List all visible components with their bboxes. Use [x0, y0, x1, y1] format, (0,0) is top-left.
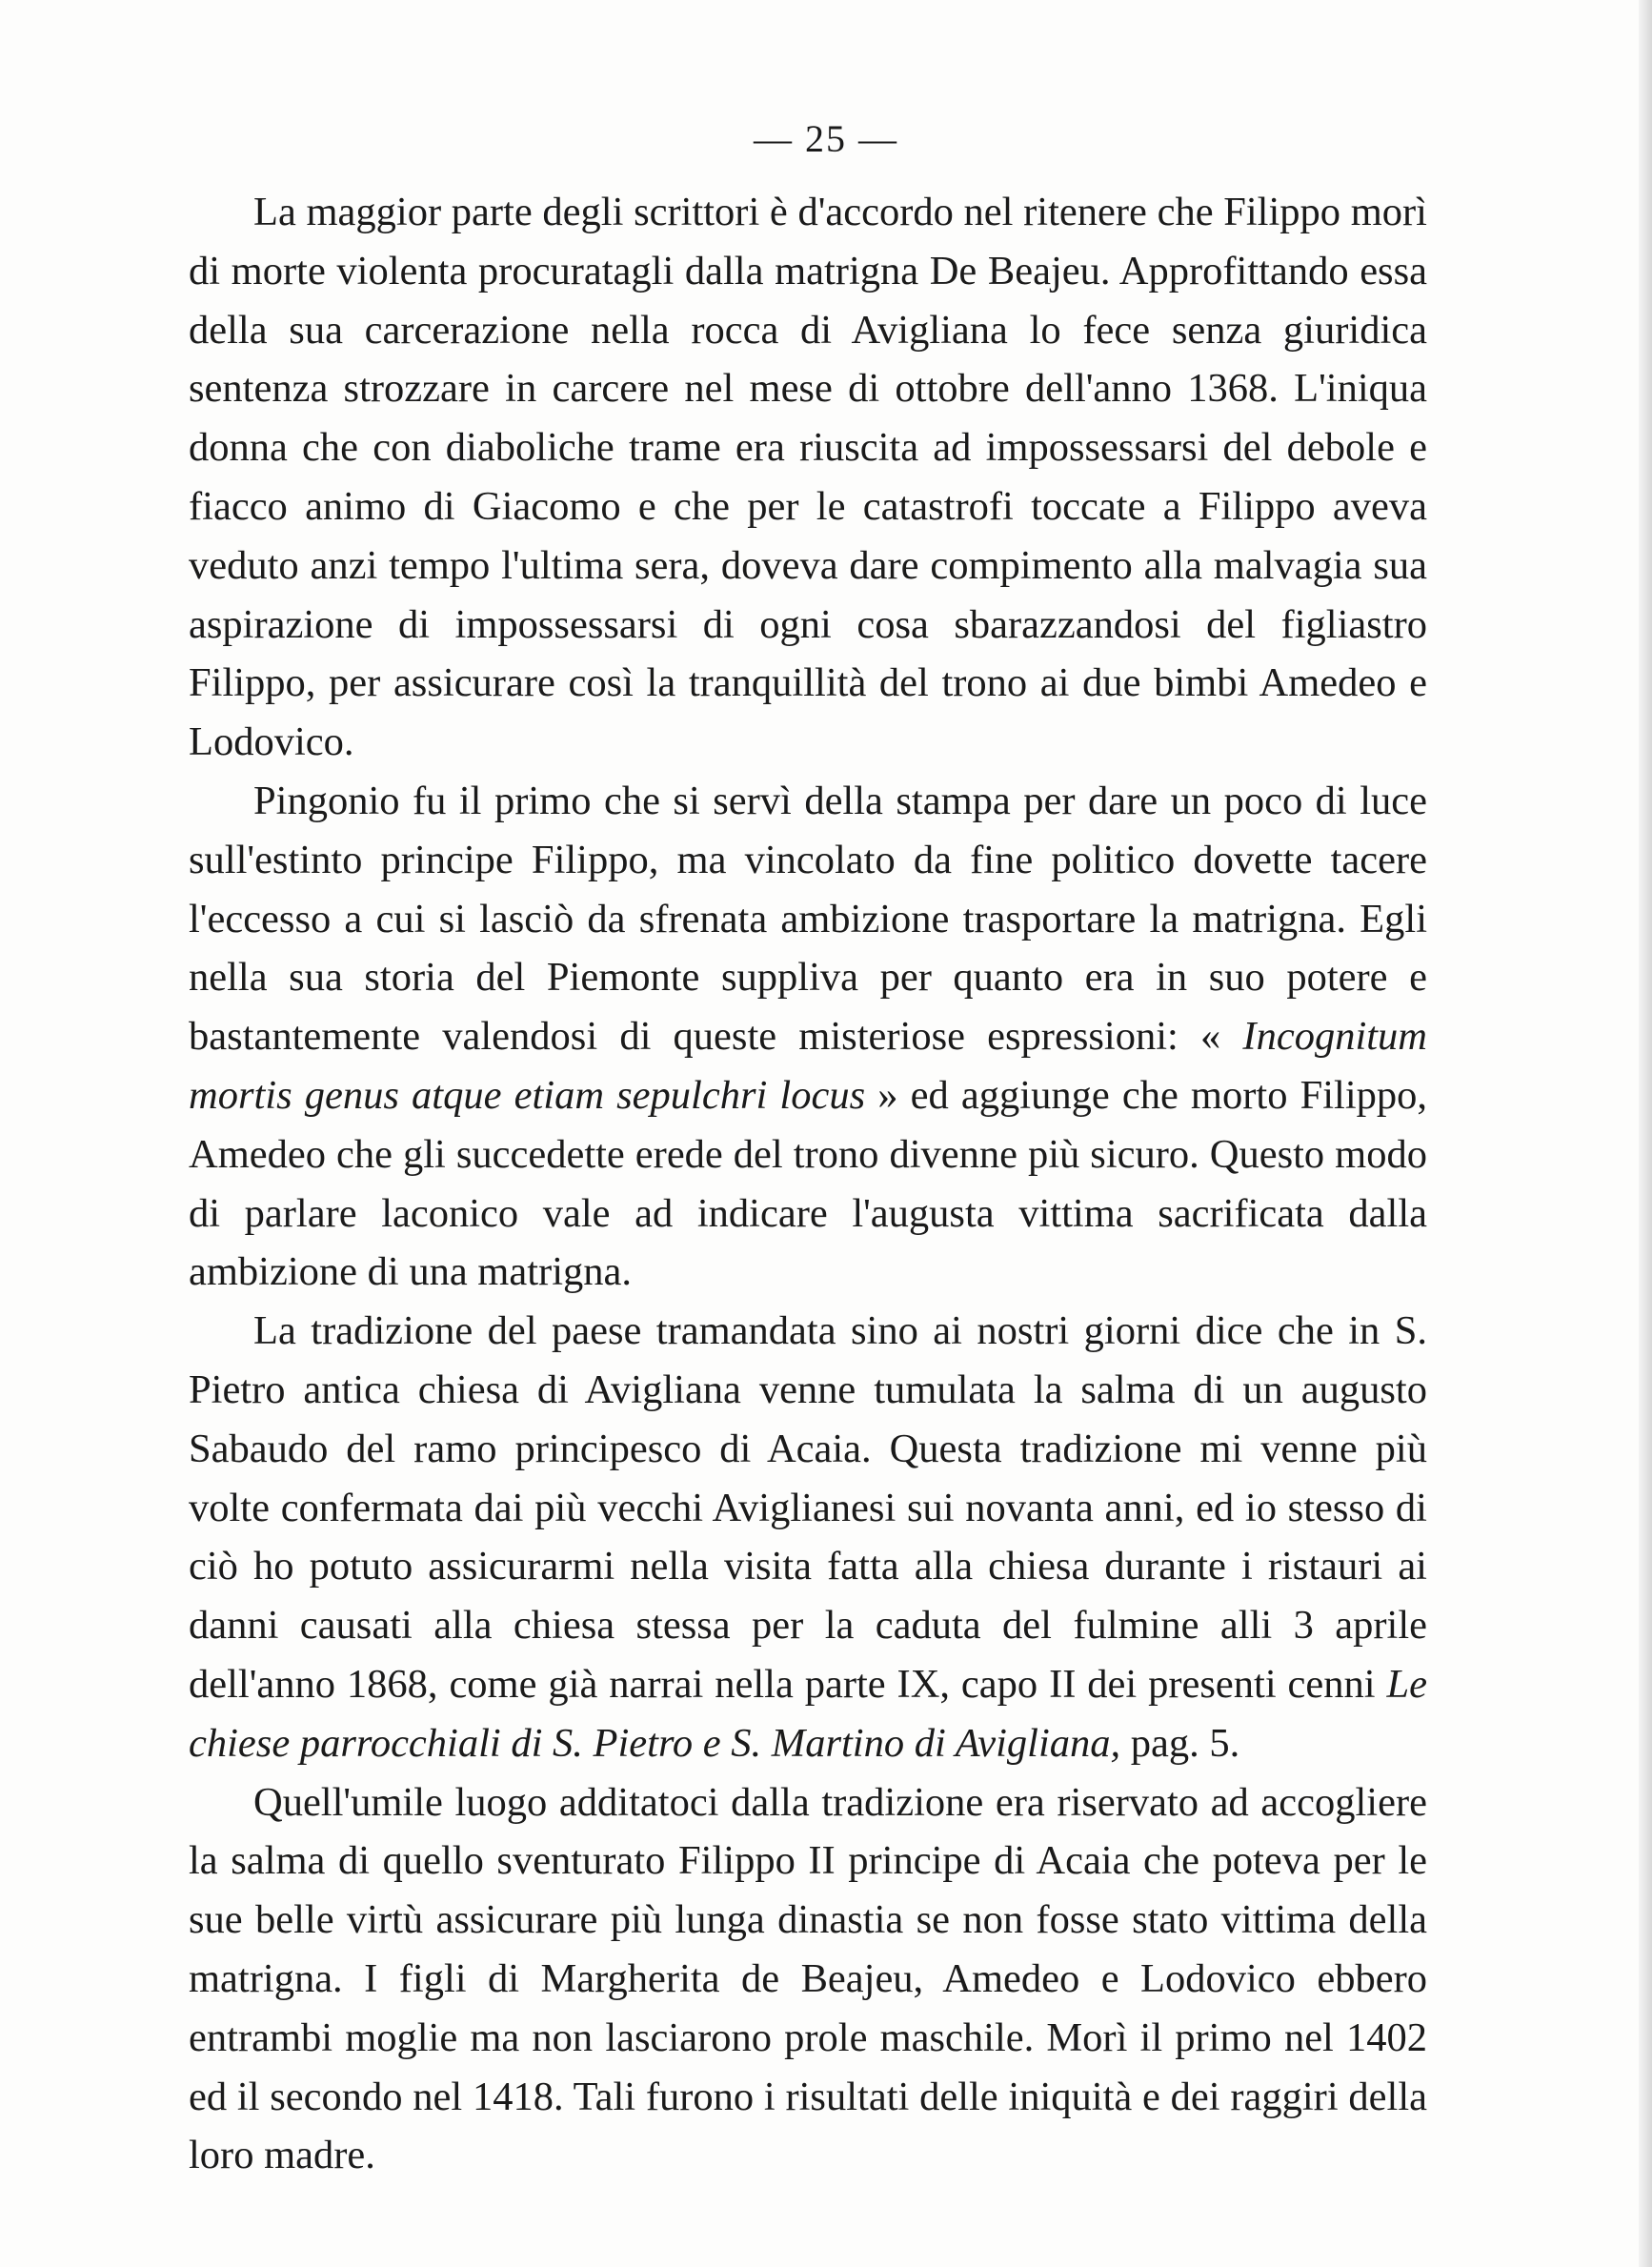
paragraph-3-text-before: La tradizione del paese tramandata sino ai nostri giorni dice che in S. Pietro antica chiesa di Avigliana venne tumulata la salma di un augusto Sabaudo del ramo principesco di Acaia. Questa tradizione mi venne più volte confermata dai più vecchi Aviglianesi sui novanta anni, ed io stesso di ciò ho potuto assicurarmi nella visita fatta alla chiesa durante i ristauri ai danni causati alla chiesa stessa per la caduta del fulmine alli 3 aprile dell'anno 1868, come già narrai nella parte IX, capo II dei presenti cenni: [189, 1308, 1427, 1707]
paragraph-3: [189, 1302, 1427, 1772]
paragraph-2-text-after: » ed aggiunge che morto Filippo, Amedeo che gli succedette erede del trono divenne più sicuro. Questo modo di parlare laconico vale ad indicare l'augusta vittima sacrificata dalla ambizione di una matrigna.: [189, 1072, 1428, 1295]
paragraph-4: [189, 1773, 1427, 2186]
paragraph-1: [189, 183, 1427, 772]
page-number: — 25 —: [754, 117, 898, 160]
paragraph-3-italic-title: Le chiese parrocchiali di S. Pietro e S. Martino di Avigliana,: [189, 1661, 1428, 1766]
paragraph-2: [189, 772, 1427, 1302]
paragraph-1-text: La maggior parte degli scrittori è d'accordo nel ritenere che Filippo morì di morte violenta procuratagli dalla matrigna De Beajeu. Approfittando essa della sua carcerazione nella rocca di Avigliana lo fece senza giuridica sentenza strozzare in carcere nel mese di ottobre dell'anno 1368. L'iniqua donna che con diaboliche trame era riuscita ad impossessarsi del debole e fiacco animo di Giacomo e che per le catastrofi toccate a Filippo aveva veduto anzi tempo l'ultima sera, doveva dare compimento alla malvagia sua aspirazione di impossessarsi di ogni cosa sbarazzandosi del figliastro Filippo, per assicurare così la tranquillità del trono ai due bimbi Amedeo e Lodovico.: [189, 190, 1427, 765]
paragraph-2-latin-quote: Incognitum mortis genus atque etiam sepulchri locus: [189, 1014, 1427, 1118]
body-text: [189, 183, 1427, 2185]
paragraph-3-text-after: pag. 5.: [1130, 1720, 1240, 1766]
paragraph-2-text-before: Pingonio fu il primo che si servì della stampa per dare un poco di luce sull'estinto principe Filippo, ma vincolato da fine politico dovette tacere l'eccesso a cui si lasciò da sfrenata ambizione trasportare la matrigna. Egli nella sua storia del Piemonte suppliva per quanto era in suo potere e bastantemente valendosi di queste misteriose espressioni: «: [189, 778, 1427, 1060]
page-edge-shadow: [1639, 0, 1652, 2267]
paragraph-4-text: Quell'umile luogo additatoci dalla tradizione era riservato ad accogliere la salma di quello sventurato Filippo II principe di Acaia che poteva per le sue belle virtù assicurare più lunga dinastia se non fosse stato vittima della matrigna. I figli di Margherita de Beajeu, Amedeo e Lodovico ebbero entrambi moglie ma non lasciarono prole maschile. Morì il primo nel 1402 ed il secondo nel 1418. Tali furono i risultati delle iniquità e dei raggiri della loro madre.: [189, 1779, 1427, 2178]
